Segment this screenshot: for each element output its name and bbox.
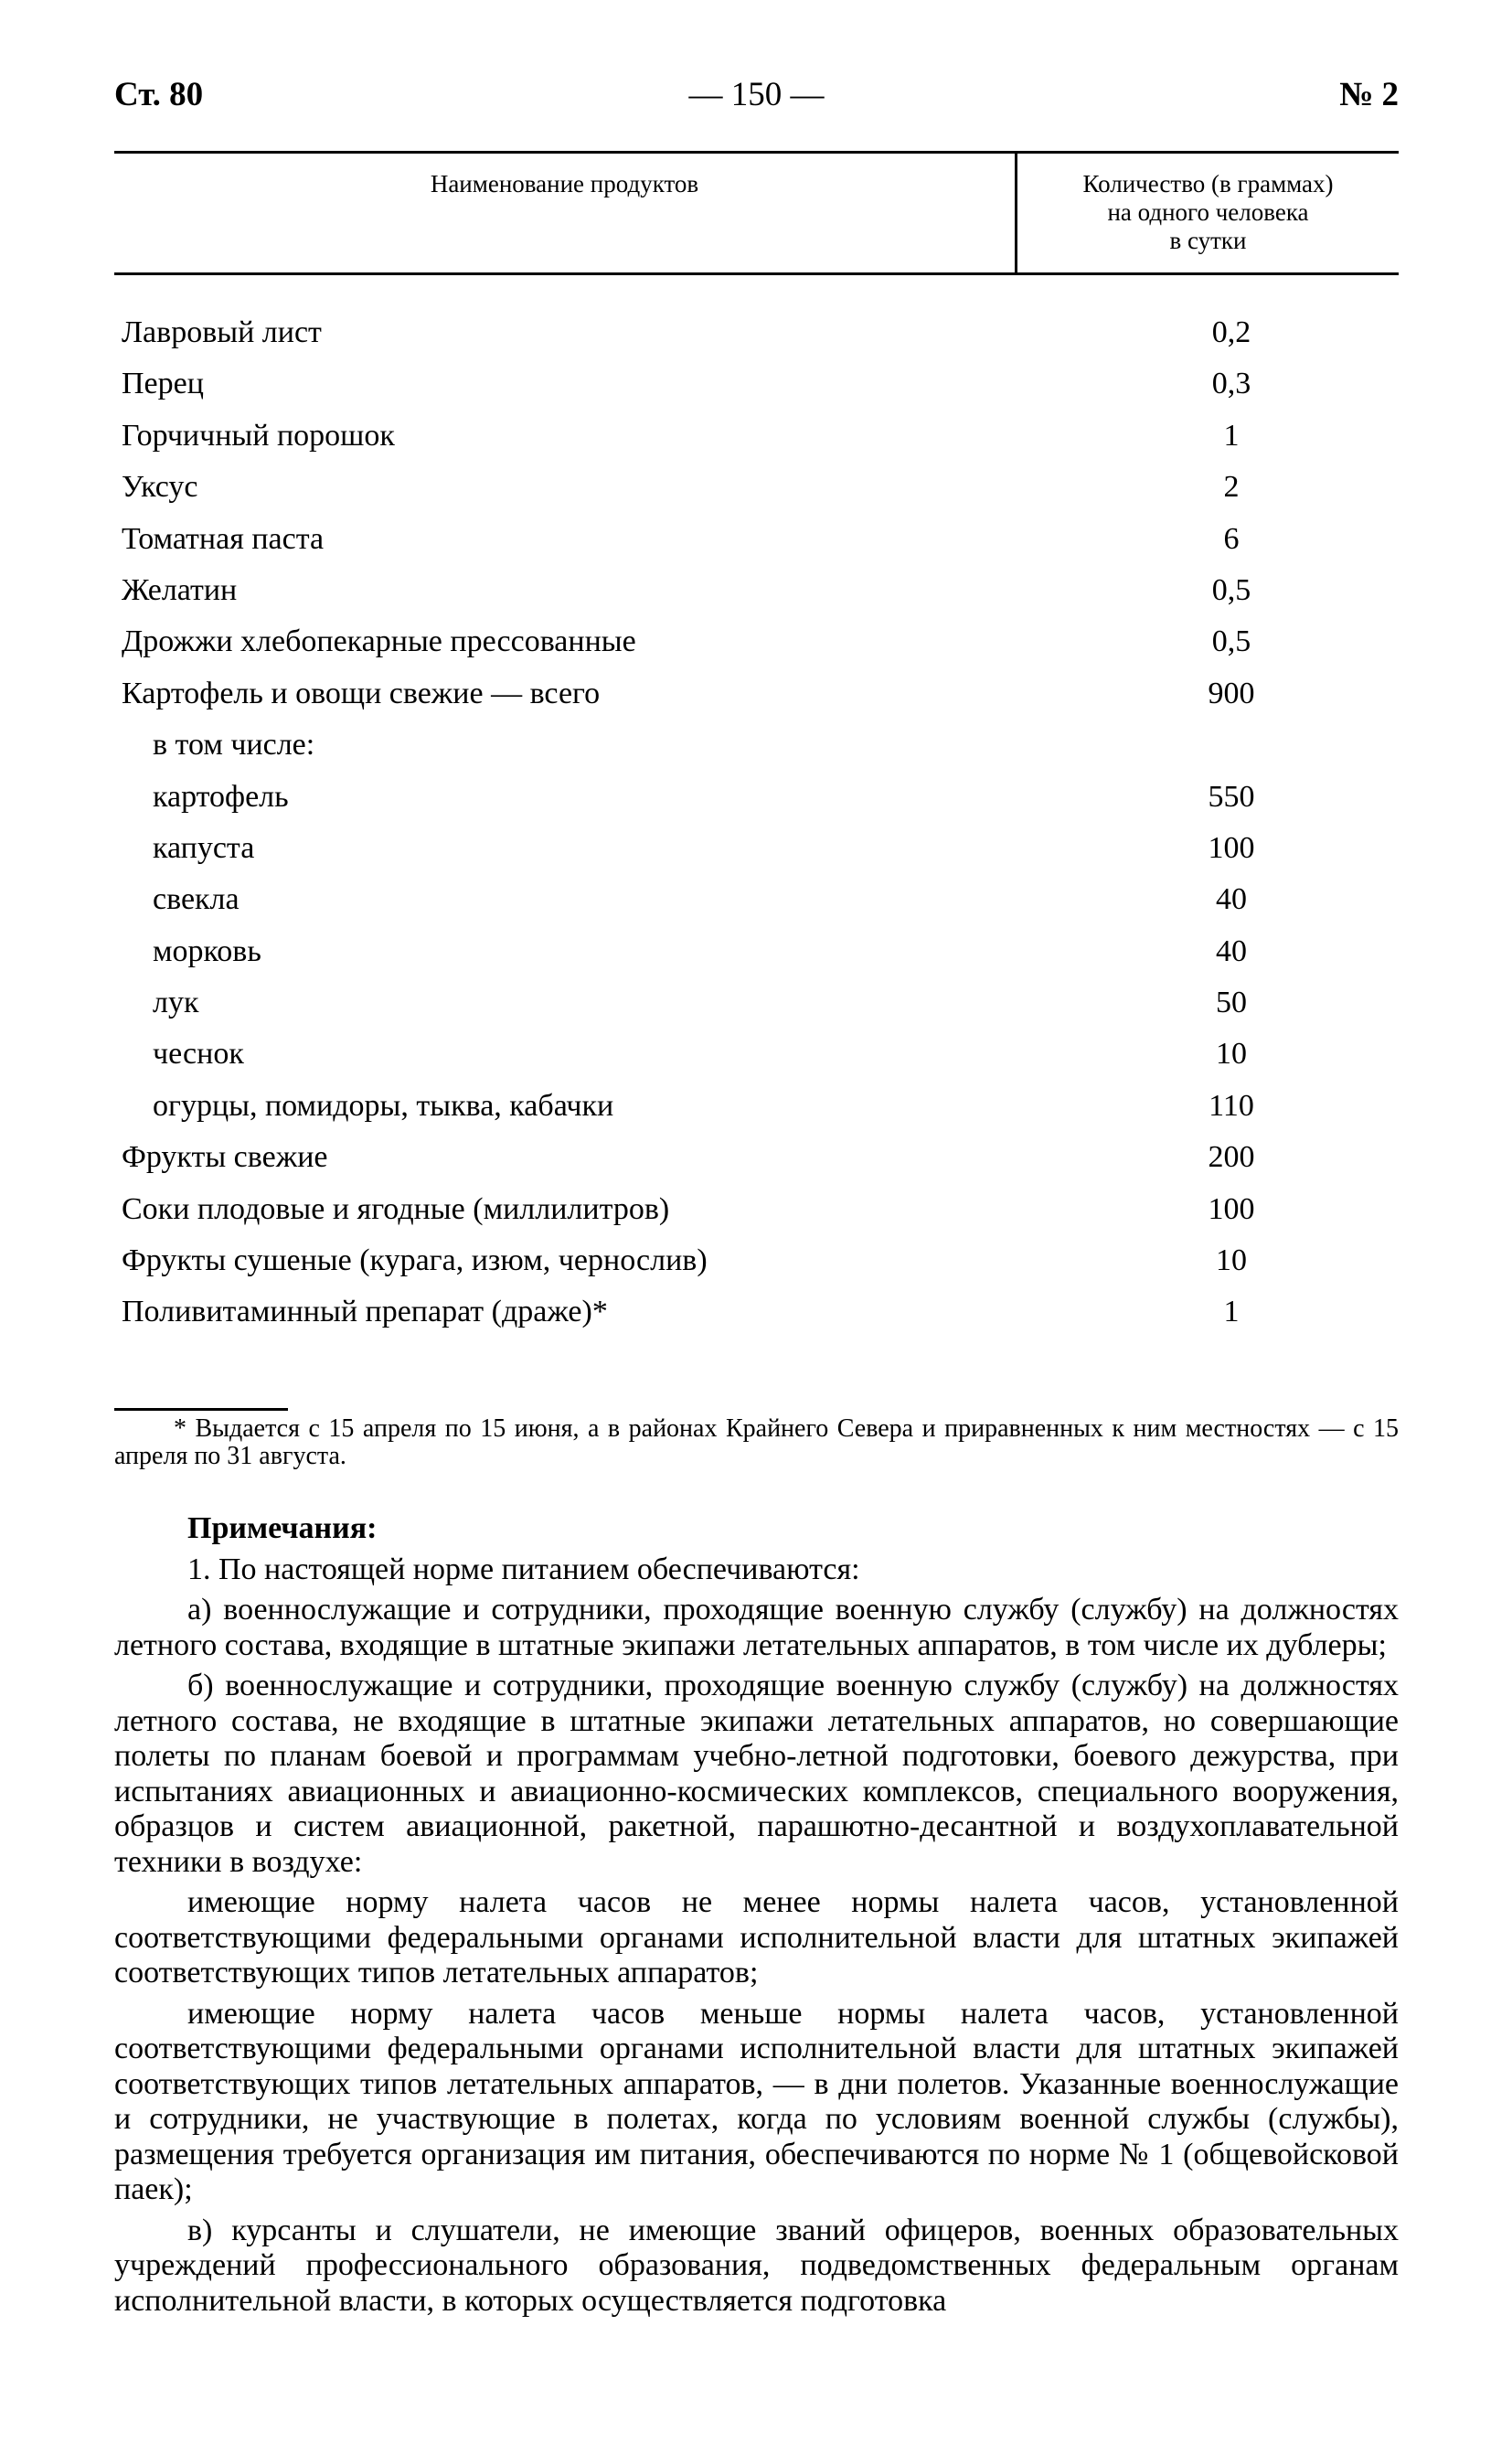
article-number: Ст. 80 xyxy=(114,76,204,113)
note-paragraph: а) военнослужащие и сотрудники, проходящие военную службу (службу) на должностях летного состава, входящие в штатные экипажи летательных аппаратов, в том числе их дублеры; xyxy=(114,1593,1399,1662)
table-row xyxy=(114,463,1399,514)
table-row xyxy=(114,1236,1399,1287)
product-name: морковь xyxy=(153,933,261,968)
product-quantity: 0,5 xyxy=(1211,572,1251,607)
table-row xyxy=(114,411,1399,463)
product-quantity: 900 xyxy=(1208,676,1255,710)
product-name: свекла xyxy=(153,882,240,917)
table-row xyxy=(114,617,1399,668)
product-name: в том числе: xyxy=(153,728,315,763)
product-name: Фрукты свежие xyxy=(122,1140,328,1175)
note-paragraph: б) военнослужащие и сотрудники, проходящие военную службу (службу) на должностях летного состава, не входящие в штатные экипажи летательных аппаратов, но совершающие полеты по планам боевой и программам учебно-летной подготовки, боевого дежурства, при испытаниях авиационных и авиационно-космических комплексов, специального вооружения, образцов и систем авиационной, ракетной, парашютно-десантной и воздухоплавательной техники в воздухе: xyxy=(114,1669,1399,1879)
product-name: Соки плодовые и ягодные (миллилитров) xyxy=(122,1191,670,1226)
product-quantity: 2 xyxy=(1223,470,1240,505)
table-row xyxy=(114,824,1399,875)
table-row xyxy=(114,566,1399,617)
product-quantity: 6 xyxy=(1223,521,1240,556)
product-name: Перец xyxy=(122,367,204,401)
product-quantity: 0,2 xyxy=(1211,315,1251,349)
product-quantity: 100 xyxy=(1208,830,1255,865)
ration-table xyxy=(114,151,1399,1329)
table-row xyxy=(114,1029,1399,1081)
column-header-product: Наименование продуктов xyxy=(430,170,699,197)
note-paragraph: имеющие норму налета часов меньше нормы налета часов, установленной соответствующими федеральными органами исполнительной власти для штатных экипажей соответствующих типов летательных аппаратов, — в дни полетов. Указанные военнослужащие и сотрудники, не участвующие в полетах, когда по условиям военной службы (службы), размещения требуется организация им питания, обеспечиваются по норме № 1 (общевойсковой паек); xyxy=(114,1996,1399,2206)
product-quantity: 550 xyxy=(1208,779,1255,814)
product-quantity: 40 xyxy=(1216,882,1247,917)
product-name: Лавровый лист xyxy=(122,315,322,349)
column-header-quantity-line: Количество (в граммах) xyxy=(1082,170,1334,197)
table-body xyxy=(114,308,1399,1339)
footnote: * Выдается с 15 апреля по 15 июня, а в районах Крайнего Севера и приравненных к ним местностях — с 15 апреля по 31 августа. xyxy=(114,1414,1399,1470)
product-quantity: 1 xyxy=(1223,1295,1240,1329)
product-name: Томатная паста xyxy=(122,521,325,556)
product-name: чеснок xyxy=(153,1037,244,1072)
table-row xyxy=(114,359,1399,411)
notes-title: Примечания: xyxy=(187,1511,378,1545)
product-name: лук xyxy=(153,986,199,1020)
product-quantity: 1 xyxy=(1223,418,1240,453)
footnote-divider xyxy=(114,1408,288,1411)
table-row xyxy=(114,515,1399,566)
product-name: Фрукты сушеные (курага, изюм, чернослив) xyxy=(122,1243,708,1278)
table-row xyxy=(114,308,1399,359)
product-quantity: 110 xyxy=(1209,1088,1254,1123)
table-row xyxy=(114,720,1399,772)
product-name: Картофель и овощи свежие — всего xyxy=(122,676,601,710)
column-header-quantity-line: на одного человека xyxy=(1107,198,1309,226)
note-paragraph: 1. По настоящей норме питанием обеспечиваются: xyxy=(187,1552,860,1586)
column-header-quantity-line: в сутки xyxy=(1169,227,1247,254)
table-row xyxy=(114,978,1399,1029)
table-row xyxy=(114,669,1399,720)
page-number: — 150 — xyxy=(688,76,825,113)
notes-section xyxy=(114,1511,1399,2324)
table-row xyxy=(114,927,1399,978)
table-row xyxy=(114,773,1399,824)
product-quantity: 10 xyxy=(1216,1037,1247,1072)
product-name: Дрожжи хлебопекарные прессованные xyxy=(122,624,636,659)
product-quantity: 50 xyxy=(1216,986,1247,1020)
running-header xyxy=(114,75,1399,121)
product-quantity: 100 xyxy=(1208,1191,1255,1226)
product-name: Уксус xyxy=(122,470,198,505)
column-header-quantity xyxy=(1015,154,1399,272)
note-paragraph: в) курсанты и слушатели, не имеющие званий офицеров, военных образовательных учреждений профессионального образования, подведомственных федеральным органам исполнительной власти, в которых осуществляется подготовка xyxy=(114,2213,1399,2318)
product-quantity: 0,5 xyxy=(1211,624,1251,659)
product-quantity: 0,3 xyxy=(1211,367,1251,401)
note-paragraph: имеющие норму налета часов не менее нормы налета часов, установленной соответствующими федеральными органами исполнительной власти для штатных экипажей соответствующих типов летательных аппаратов; xyxy=(114,1885,1399,1990)
product-quantity: 10 xyxy=(1216,1243,1247,1278)
product-name: Поливитаминный препарат (драже)* xyxy=(122,1295,608,1329)
product-quantity: 200 xyxy=(1208,1140,1255,1175)
product-name: Горчичный порошок xyxy=(122,418,395,453)
table-header xyxy=(114,151,1399,275)
table-row xyxy=(114,1133,1399,1184)
product-name: капуста xyxy=(153,830,255,865)
issue-number: № 2 xyxy=(1339,76,1399,113)
table-row xyxy=(114,1185,1399,1236)
table-row xyxy=(114,1287,1399,1339)
table-row xyxy=(114,875,1399,926)
product-name: Желатин xyxy=(122,572,238,607)
product-name: огурцы, помидоры, тыква, кабачки xyxy=(153,1088,614,1123)
product-name: картофель xyxy=(153,779,289,814)
table-row xyxy=(114,1082,1399,1133)
product-quantity: 40 xyxy=(1216,933,1247,968)
